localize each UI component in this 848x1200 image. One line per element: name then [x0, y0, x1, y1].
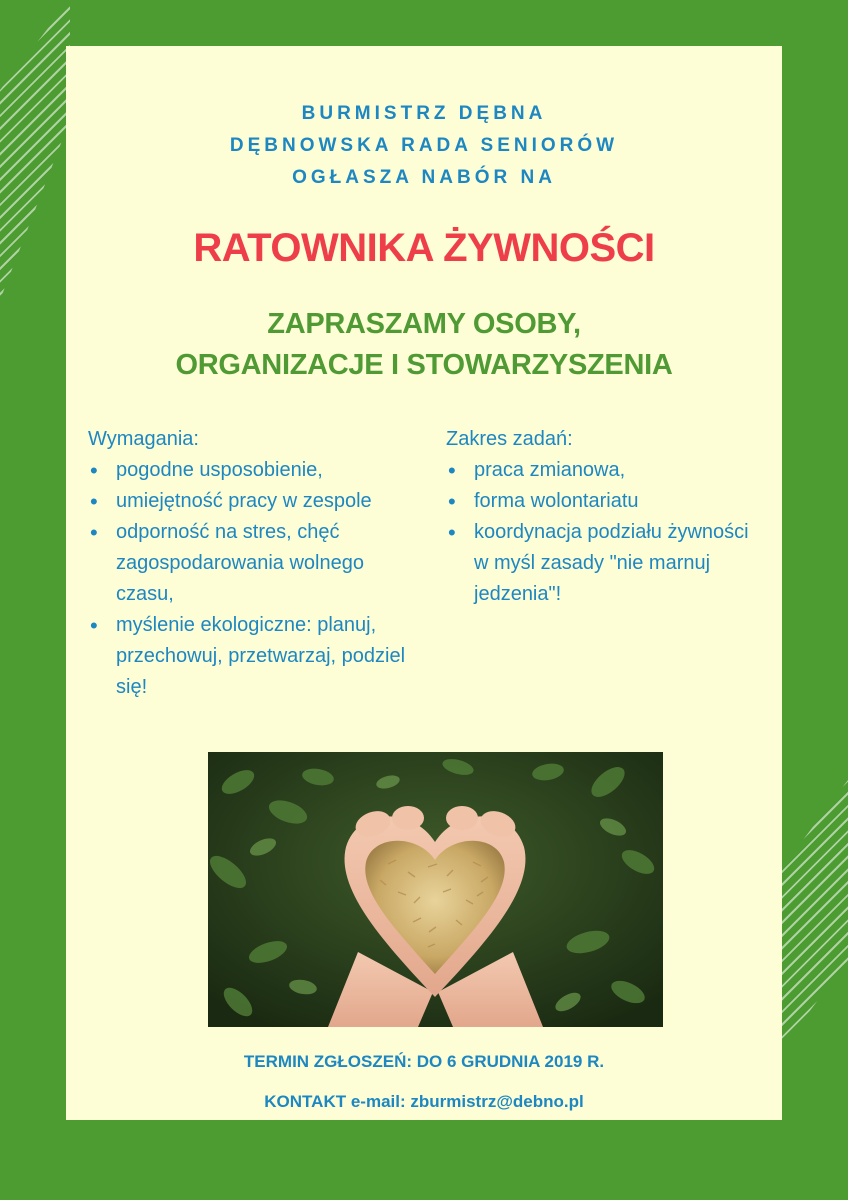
header-line-3: OGŁASZA NABÓR NA: [292, 167, 556, 188]
decorative-stripes-top-left: [0, 0, 70, 300]
hands-heart-grain-photo: [208, 752, 663, 1027]
tasks-column: [446, 424, 766, 610]
requirement-item: • odporność na stres, chęć zagospodarowania wolnego czasu,: [88, 517, 408, 610]
subtitle-line-2: ORGANIZACJE I STOWARZYSZENIA: [175, 349, 673, 381]
subtitle: [66, 304, 782, 386]
deadline-text: TERMIN ZGŁOSZEŃ: DO 6 GRUDNIA 2019 R.: [243, 1052, 605, 1071]
main-title: RATOWNIKA ŻYWNOŚCI: [193, 226, 655, 270]
poster: [66, 46, 782, 1120]
subtitle-line-1: ZAPRASZAMY OSOBY,: [267, 308, 581, 340]
task-item: • koordynacja podziału żywności w myśl zasady "nie marnuj jedzenia"!: [446, 517, 766, 610]
requirement-item: • pogodne usposobienie,: [88, 455, 408, 486]
requirements-title: Wymagania:: [88, 428, 199, 450]
requirements-list: [88, 455, 408, 703]
header-line-1: BURMISTRZ DĘBNA: [301, 103, 547, 124]
requirement-item: • myślenie ekologiczne: planuj, przechowuj, przetwarzaj, podziel się!: [88, 610, 408, 703]
task-item: • praca zmianowa,: [446, 455, 766, 486]
contact-email-text: KONTAKT e-mail: zburmistrz@debno.pl: [264, 1092, 584, 1111]
tasks-title: Zakres zadań:: [446, 428, 573, 450]
header: [66, 98, 782, 194]
header-line-2: DĘBNOWSKA RADA SENIORÓW: [229, 135, 619, 156]
requirement-item: • umiejętność pracy w zespole: [88, 486, 408, 517]
requirements-column: [88, 424, 408, 703]
task-item: • forma wolontariatu: [446, 486, 766, 517]
photo-illustration: [208, 752, 663, 1027]
tasks-list: [446, 455, 766, 610]
